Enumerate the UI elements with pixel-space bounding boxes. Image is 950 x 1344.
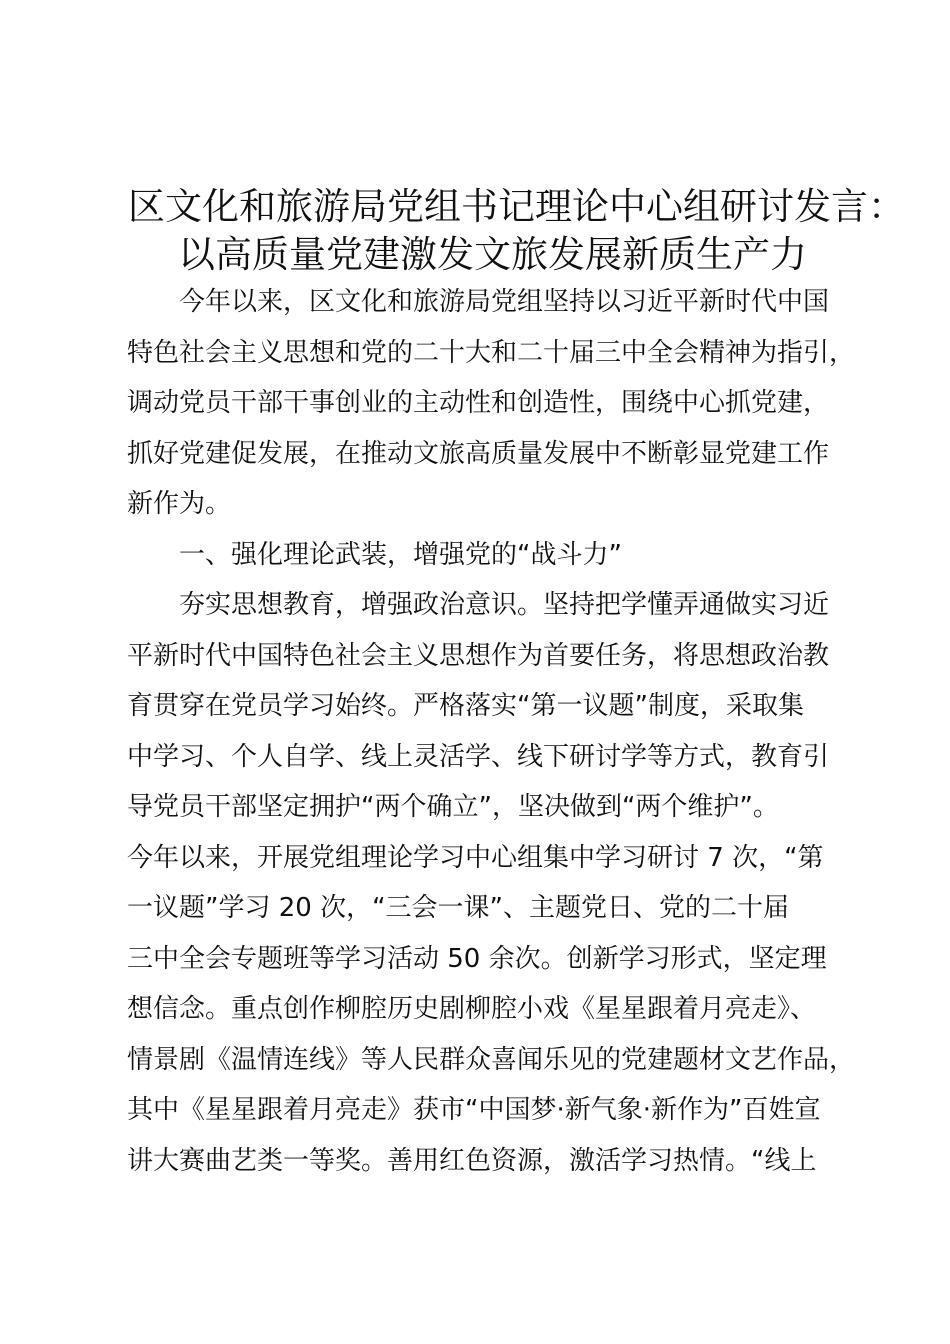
body-line: 夯实思想教育，增强政治意识。坚持把学懂弄通做实习近: [127, 590, 830, 620]
body-line: 其中《星星跟着月亮走》获市“中国梦·新气象·新作为”百姓宣: [127, 1095, 821, 1125]
section-heading: 一、强化理论武装，增强党的“战斗力”: [127, 540, 622, 570]
body-line: 特色社会主义思想和党的二十大和二十届三中全会精神为指引，: [127, 338, 856, 368]
body-line: 调动党员干部干事创业的主动性和创造性，围绕中心抓党建，: [127, 388, 830, 418]
document-title-line-1: 区文化和旅游局党组书记理论中心组研讨发言：: [128, 185, 905, 228]
body-line: 情景剧《温情连线》等人民群众喜闻乐见的党建题材文艺作品，: [127, 1045, 856, 1075]
body-line: 平新时代中国特色社会主义思想作为首要任务，将思想政治教: [127, 641, 830, 671]
body-line: 育贯穿在党员学习始终。严格落实“第一议题”制度，采取集: [127, 691, 804, 721]
document-title-line-2: 以高质量党建激发文旅发展新质生产力: [178, 233, 807, 276]
body-line: 讲大赛曲艺类一等奖。善用红色资源，激活学习热情。“线上: [127, 1146, 817, 1176]
body-line: 今年以来，开展党组理论学习中心组集中学习研讨 7 次，“第: [127, 843, 824, 873]
body-line: 今年以来，区文化和旅游局党组坚持以习近平新时代中国: [127, 287, 830, 317]
body-line: 中学习、个人自学、线上灵活学、线下研讨学等方式，教育引: [127, 742, 830, 772]
body-line: 想信念。重点创作柳腔历史剧柳腔小戏《星星跟着月亮走》、: [127, 994, 817, 1024]
body-line: 一议题”学习 20 次，“三会一课”、主题党日、党的二十届: [127, 893, 790, 923]
body-line: 三中全会专题班等学习活动 50 余次。创新学习形式，坚定理: [127, 944, 827, 974]
body-line: 新作为。: [127, 489, 232, 519]
body-line: 导党员干部坚定拥护“两个确立”，坚决做到“两个维护”。: [127, 792, 779, 822]
body-line: 抓好党建促发展，在推动文旅高质量发展中不断彰显党建工作: [127, 439, 830, 469]
